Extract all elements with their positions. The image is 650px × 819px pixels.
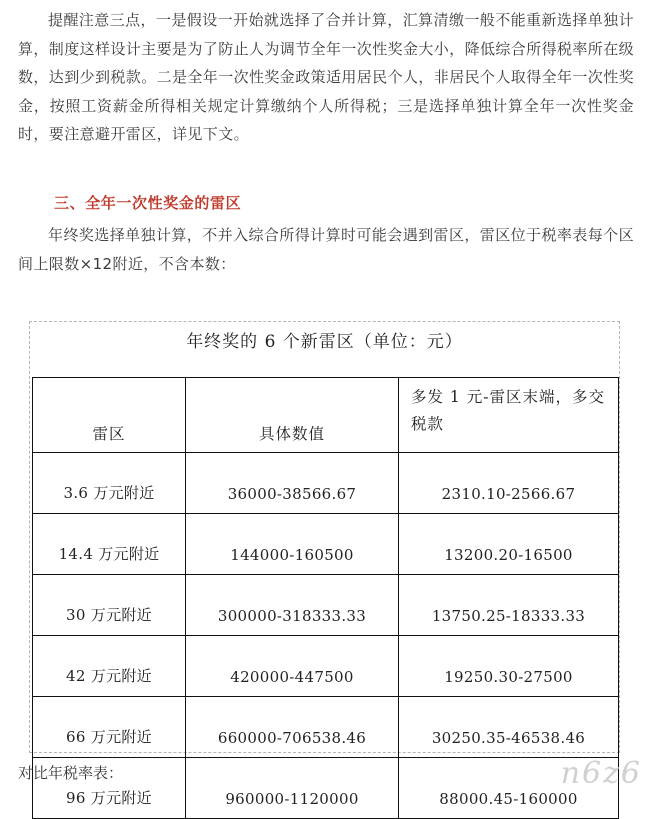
cell-zone: 96 万元附近	[33, 758, 186, 819]
cell-zone: 14.4 万元附近	[33, 514, 186, 575]
table-row	[33, 453, 619, 514]
table-row	[33, 575, 619, 636]
cell-extra-tax: 2310.10-2566.67	[399, 453, 619, 514]
cell-extra-tax: 13200.20-16500	[399, 514, 619, 575]
table-row	[33, 636, 619, 697]
cell-values: 144000-160500	[186, 514, 399, 575]
table-row	[33, 514, 619, 575]
cell-values: 420000-447500	[186, 636, 399, 697]
cell-zone: 30 万元附近	[33, 575, 186, 636]
cell-values: 36000-38566.67	[186, 453, 399, 514]
footer-text: 对比年税率表：	[18, 764, 124, 782]
cell-zone: 3.6 万元附近	[33, 453, 186, 514]
section-paragraph: 年终奖选择单独计算，不并入综合所得计算时可能会遇到雷区，雷区位于税率表每个区间上限数×12附近，不含本数：	[18, 226, 634, 273]
header-zone: 雷区	[33, 378, 186, 453]
cell-extra-tax: 19250.30-27500	[399, 636, 619, 697]
cell-values: 660000-706538.46	[186, 697, 399, 758]
cell-values: 300000-318333.33	[186, 575, 399, 636]
intro-paragraph: 提醒注意三点，一是假设一开始就选择了合并计算，汇算清缴一般不能重新选择单独计算，制度这样设计主要是为了防止人为调节全年一次性奖金大小，降低综合所得税率所在级数，达到少到税款。二是全年一次性奖金政策适用居民个人，非居民个人取得全年一次性奖金，按照工资薪金所得相关规定计算缴纳个人所得税；三是选择单独计算全年一次性奖金时，要注意避开雷区，详见下文。	[18, 11, 635, 144]
table-header-row	[33, 378, 619, 453]
cell-extra-tax: 13750.25-18333.33	[399, 575, 619, 636]
cell-zone: 42 万元附近	[33, 636, 186, 697]
thunder-zone-table	[32, 377, 619, 819]
header-extra-tax: 多发 1 元-雷区末端，多交税款	[399, 378, 619, 453]
cell-extra-tax: 88000.45-160000	[399, 758, 619, 819]
cell-extra-tax: 30250.35-46538.46	[399, 697, 619, 758]
table-title: 年终奖的 6 个新雷区（单位：元）	[186, 332, 463, 352]
cell-values: 960000-1120000	[186, 758, 399, 819]
section-heading: 三、全年一次性奖金的雷区	[54, 194, 242, 212]
table-row	[33, 697, 619, 758]
header-values: 具体数值	[186, 378, 399, 453]
cell-zone: 66 万元附近	[33, 697, 186, 758]
watermark-logo: n6z6	[560, 756, 642, 791]
